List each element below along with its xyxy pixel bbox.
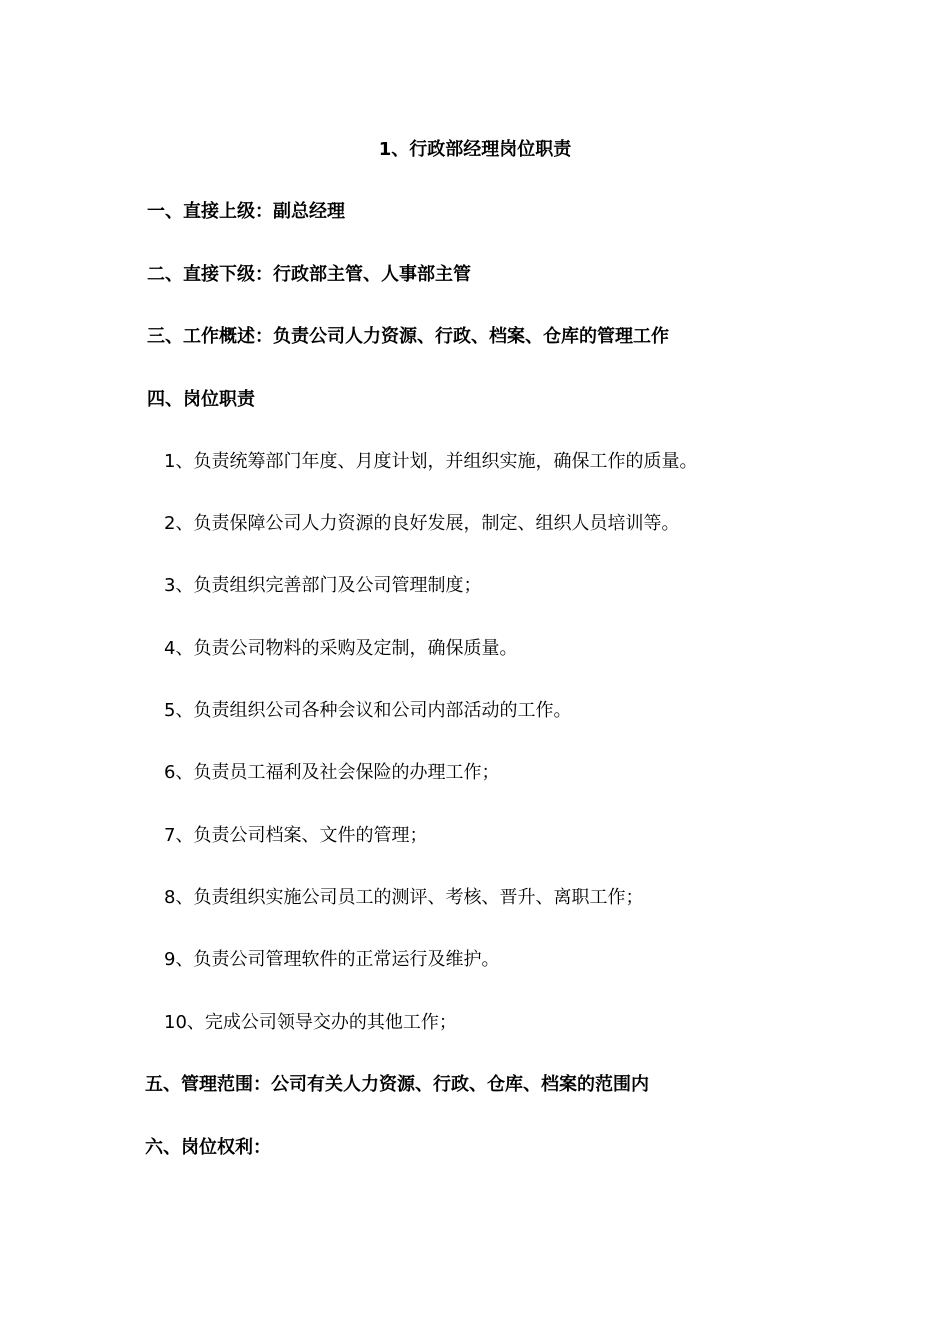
- duty-item: 2、负责保障公司人力资源的良好发展，制定、组织人员培训等。: [164, 513, 680, 534]
- duty-item: 6、负责员工福利及社会保险的办理工作；: [164, 762, 500, 783]
- duty-item: 3、负责组织完善部门及公司管理制度；: [164, 575, 482, 596]
- duty-item: 9、负责公司管理软件的正常运行及维护。: [164, 949, 500, 970]
- duty-item: 10、完成公司领导交办的其他工作；: [164, 1012, 457, 1033]
- duty-item: 7、负责公司档案、文件的管理；: [164, 825, 428, 846]
- duty-item: 5、负责组织公司各种会议和公司内部活动的工作。: [164, 700, 572, 721]
- section-management-scope: 五、管理范围：公司有关人力资源、行政、仓库、档案的范围内: [145, 1074, 649, 1095]
- section-work-overview: 三、工作概述：负责公司人力资源、行政、档案、仓库的管理工作: [147, 326, 669, 347]
- section-job-duties: 四、岗位职责: [147, 389, 255, 410]
- duty-item: 1、负责统筹部门年度、月度计划，并组织实施，确保工作的质量。: [164, 451, 698, 472]
- page-title: 1、行政部经理岗位职责: [378, 139, 572, 160]
- duty-item: 8、负责组织实施公司员工的测评、考核、晋升、离职工作；: [164, 887, 644, 908]
- duty-item: 4、负责公司物料的采购及定制，确保质量。: [164, 638, 518, 659]
- section-direct-superior: 一、直接上级：副总经理: [147, 201, 345, 222]
- section-direct-subordinates: 二、直接下级：行政部主管、人事部主管: [147, 264, 471, 285]
- section-job-authority: 六、岗位权利：: [145, 1137, 271, 1158]
